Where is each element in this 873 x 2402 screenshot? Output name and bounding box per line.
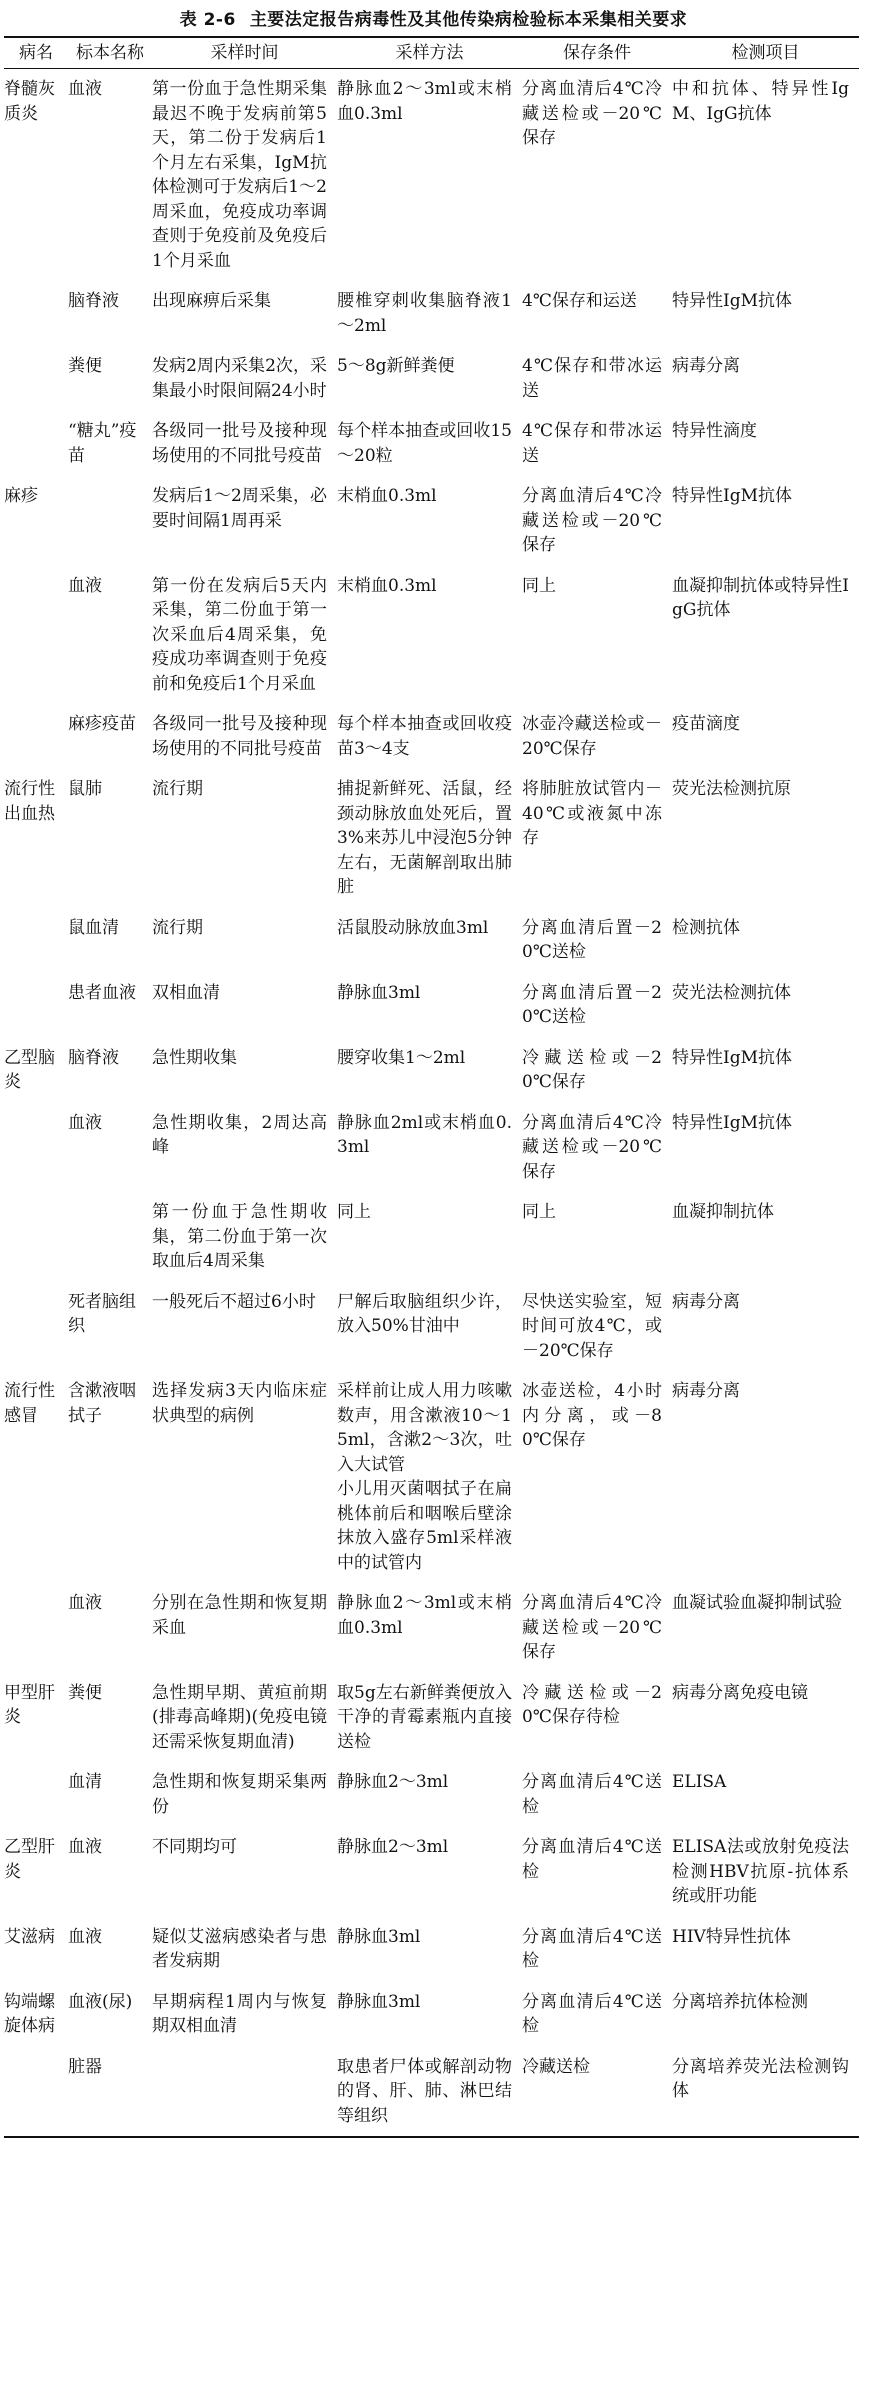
test-item-cell: 荧光法检测抗体 [672,982,791,1003]
disease-cell: 乙型脑炎 [4,1047,55,1092]
sampling-time-cell: 一般死后不超过6小时 [152,1291,316,1312]
sampling-time-cell: 出现麻痹后采集 [152,291,271,311]
storage-cell: 冰壶送检，4小时内分离，或－80℃保存 [522,1381,662,1450]
test-item-cell: 疫苗滴度 [672,714,740,734]
disease-cell: 钩端螺旋体病 [4,1991,55,2036]
test-item-cell: 病毒分离免疫电镜 [672,1682,808,1703]
storage-cell: 分离血清后4℃冷藏送检或－20℃保存 [522,486,662,555]
table-caption [4,4,863,36]
table-row [4,346,859,411]
specimen-cell: “糖丸”疫苗 [68,421,137,466]
test-item-cell: 特异性IgM抗体 [672,486,793,506]
storage-cell: 分离血清后置－20℃送检 [522,982,662,1027]
specimen-cell: 血液(尿) [68,1991,133,2012]
table-row [4,1762,859,1827]
sampling-time-cell: 急性期收集 [152,1047,237,1068]
test-item-cell: 特异性IgM抗体 [672,291,793,311]
table-row [4,411,859,476]
test-item-cell: ELISA [672,1772,727,1792]
storage-cell: 分离血清后4℃送检 [522,1772,662,1817]
table-row [4,1282,859,1372]
sampling-time-cell: 流行期 [152,917,203,938]
test-item-cell: 病毒分离 [672,356,740,376]
header-specimen: 标本名称 [68,37,152,69]
table-row [4,1673,859,1763]
sampling-time-cell: 不同期均可 [152,1837,237,1857]
table-row [4,1371,859,1583]
storage-cell: 分离血清后4℃冷藏送检或－20℃保存 [522,79,662,148]
table-row [4,1192,859,1282]
sampling-method-cell: 每个样本抽查或回收疫苗3～4支 [337,714,512,759]
disease-cell [4,908,68,973]
disease-cell [4,973,68,1038]
table-row [4,1103,859,1193]
sampling-time-cell: 选择发病3天内临床症状典型的病例 [152,1381,327,1426]
storage-cell: 分离血清后4℃冷藏送检或－20℃保存 [522,1593,662,1662]
storage-cell: 同上 [522,575,556,596]
specimen-cell: 粪便 [68,1682,102,1703]
sampling-method-cell: 取5g左右新鲜粪便放入干净的青霉素瓶内直接送检 [337,1682,512,1752]
specimen-cell: 粪便 [68,356,102,376]
specimen-cell: 含漱液咽拭子 [68,1381,136,1426]
test-item-cell: 血凝试验血凝抑制试验 [672,1593,842,1613]
specimen-cell: 脑脊液 [68,1047,119,1068]
disease-cell [4,411,68,476]
sampling-time-cell: 第一份血于急性期采集最迟不晚于发病前第5天，第二份于发病后1个月左右采集，IgM抗体检测可于发病后1～2周采血，免疫成功率调查则于免疫前及免疫后1个月采血 [152,79,327,271]
sampling-time-cell: 发病2周内采集2次，采集最小时限间隔24小时 [152,356,327,401]
specimen-cell: 血液 [68,575,102,596]
disease-cell: 麻疹 [4,486,38,506]
sampling-time-cell: 第一份在发病后5天内采集，第二份血于第一次采血后4周采集，免疫成功率调查则于免疫前和免疫后1个月采血 [152,575,327,694]
storage-cell: 4℃保存和带冰运送 [522,421,662,466]
test-item-cell: 检测抗体 [672,917,740,938]
disease-cell [4,1103,68,1193]
table-row [4,476,859,566]
disease-cell [4,1583,68,1673]
test-item-cell: 特异性滴度 [672,421,757,441]
table-row [4,1583,859,1673]
disease-cell: 乙型肝炎 [4,1837,55,1882]
test-item-cell: 血凝抑制抗体 [672,1202,774,1222]
test-item-cell: 病毒分离 [672,1381,740,1401]
header-sampling-method: 采样方法 [337,37,522,69]
specimen-cell: 患者血液 [68,982,136,1003]
sampling-time-cell: 发病后1～2周采集，必要时间隔1周再采 [152,486,327,531]
sampling-method-cell: 同上 [337,1202,371,1222]
test-item-cell: 分离培养荧光法检测钩体 [672,2047,859,2138]
sampling-method-cell: 腰椎穿刺收集脑脊液1～2ml [337,291,512,336]
sampling-time-cell: 流行期 [152,779,203,799]
sampling-method-cell: 取患者尸体或解剖动物的肾、肝、肺、淋巴结等组织 [337,2047,522,2138]
specimen-cell: 鼠血清 [68,917,119,938]
sampling-method-cell: 静脉血2～3ml或末梢血0.3ml [337,1593,512,1638]
disease-cell: 甲型肝炎 [4,1682,55,1727]
specimen-cell: 血液 [68,1926,102,1947]
storage-cell: 冷藏送检或－20℃保存 [522,1047,662,1092]
header-disease: 病名 [4,37,68,69]
specimen-cell: 血液 [68,1837,102,1857]
table-row [4,1827,859,1917]
test-item-cell: 病毒分离 [672,1291,740,1312]
test-item-cell: 分离培养抗体检测 [672,1991,808,2012]
test-item-cell: 中和抗体、特异性IgM、IgG抗体 [672,79,849,124]
sampling-time-cell: 各级同一批号及接种现场使用的不同批号疫苗 [152,421,327,466]
table-row [4,566,859,705]
storage-cell: 分离血清后置－20℃送检 [522,917,662,962]
sampling-method-cell: 静脉血3ml [337,1991,421,2012]
table-row [4,973,859,1038]
table-row [4,2047,859,2138]
sampling-method-cell: 腰穿收集1～2ml [337,1047,466,1068]
specimen-cell: 脑脊液 [68,291,119,311]
sampling-time-cell [152,2047,337,2138]
specimen-cell: 血液 [68,1112,102,1133]
sampling-time-cell: 急性期早期、黄疸前期(排毒高峰期)(免疫电镜还需采恢复期血清) [152,1682,327,1752]
test-item-cell: HIV特异性抗体 [672,1926,791,1947]
header-storage: 保存条件 [522,37,672,69]
storage-cell: 同上 [522,1202,556,1222]
disease-cell: 艾滋病 [4,1926,55,1947]
storage-cell: 冷藏送检 [522,2047,672,2138]
test-item-cell: ELISA法或放射免疫法检测HBV抗原-抗体系统或肝功能 [672,1837,849,1906]
disease-cell [4,281,68,346]
specimen-cell: 血清 [68,1772,102,1792]
storage-cell: 将肺脏放试管内－40℃或液氮中冻存 [522,779,662,848]
specimen-cell: 脏器 [68,2047,152,2138]
storage-cell: 冰壶冷藏送检或－20℃保存 [522,714,662,759]
table-row [4,1917,859,1982]
table-row [4,769,859,908]
sampling-time-cell: 早期病程1周内与恢复期双相血清 [152,1991,327,2036]
disease-cell: 流行性出血热 [4,779,55,824]
storage-cell: 4℃保存和带冰运送 [522,356,662,401]
disease-cell [4,1762,68,1827]
specimen-cell: 麻疹疫苗 [68,714,136,734]
specimen-cell: 鼠肺 [68,779,102,799]
sampling-time-cell: 急性期收集，2周达高峰 [152,1112,327,1157]
storage-cell: 4℃保存和运送 [522,291,637,311]
sampling-method-cell: 静脉血2～3ml或末梢血0.3ml [337,79,512,124]
sampling-method-cell: 采样前让成人用力咳嗽数声，用含漱液10～15ml，含漱2～3次，吐入大试管 小儿用灭菌咽拭子在扁桃体前后和咽喉后壁涂抹放入盛存5ml采样液中的试管内 [337,1381,512,1573]
storage-cell: 分离血清后4℃送检 [522,1837,662,1882]
sampling-time-cell: 双相血清 [152,982,220,1003]
specimen-requirements-table [4,36,859,2138]
sampling-method-cell: 静脉血2～3ml [337,1837,449,1857]
test-item-cell: 荧光法检测抗原 [672,779,791,799]
sampling-method-cell: 静脉血2～3ml [337,1772,449,1792]
disease-cell: 流行性感冒 [4,1381,55,1426]
specimen-cell: 血液 [68,79,102,99]
table-row [4,1038,859,1103]
disease-cell [4,1282,68,1372]
sampling-time-cell: 各级同一批号及接种现场使用的不同批号疫苗 [152,714,327,759]
sampling-method-cell: 静脉血3ml [337,982,421,1003]
sampling-method-cell: 末梢血0.3ml [337,575,437,596]
storage-cell: 分离血清后4℃送检 [522,1926,662,1971]
sampling-method-cell: 静脉血3ml [337,1926,421,1947]
sampling-method-cell: 尸解后取脑组织少许，放入50%甘油中 [337,1291,512,1336]
sampling-method-cell: 静脉血2ml或末梢血0.3ml [337,1112,512,1157]
table-title: 主要法定报告病毒性及其他传染病检验标本采集相关要求 [249,10,688,30]
sampling-time-cell: 疑似艾滋病感染者与患者发病期 [152,1926,327,1971]
test-item-cell: 特异性IgM抗体 [672,1112,793,1133]
sampling-time-cell: 第一份血于急性期收集，第二份血于第一次取血后4周采集 [152,1202,327,1271]
sampling-method-cell: 5～8g新鲜粪便 [337,356,455,376]
table-row [4,1982,859,2047]
sampling-method-cell: 每个样本抽查或回收15～20粒 [337,421,512,466]
header-sampling-time: 采样时间 [152,37,337,69]
table-row [4,704,859,769]
sampling-time-cell: 急性期和恢复期采集两份 [152,1772,327,1817]
storage-cell: 分离血清后4℃冷藏送检或－20℃保存 [522,1112,662,1182]
disease-cell [4,1192,68,1282]
table-number: 表 2-6 [179,10,236,30]
table-row [4,281,859,346]
header-row [4,37,859,69]
sampling-method-cell: 捕捉新鲜死、活鼠，经颈动脉放血处死后，置3%来苏儿中浸泡5分钟左右，无菌解剖取出肺脏 [337,779,512,897]
specimen-cell [68,1192,152,1282]
specimen-cell [68,476,152,566]
test-item-cell: 特异性IgM抗体 [672,1047,793,1068]
sampling-method-cell: 末梢血0.3ml [337,486,437,506]
disease-cell [4,704,68,769]
sampling-method-cell: 活鼠股动脉放血3ml [337,917,489,938]
sampling-time-cell: 分别在急性期和恢复期采血 [152,1593,327,1638]
disease-cell: 脊髓灰质炎 [4,79,55,124]
test-item-cell: 血凝抑制抗体或特异性IgG抗体 [672,575,849,620]
storage-cell: 冷藏送检或－20℃保存待检 [522,1682,662,1727]
specimen-cell: 血液 [68,1593,102,1613]
disease-cell [4,566,68,705]
storage-cell: 分离血清后4℃送检 [522,1991,662,2036]
disease-cell [4,2047,68,2138]
table-row [4,69,859,282]
specimen-cell: 死者脑组织 [68,1291,136,1336]
header-test-item: 检测项目 [672,37,859,69]
storage-cell: 尽快送实验室，短时间可放4℃，或－20℃保存 [522,1291,662,1361]
table-body [4,69,859,2138]
table-row [4,908,859,973]
disease-cell [4,346,68,411]
